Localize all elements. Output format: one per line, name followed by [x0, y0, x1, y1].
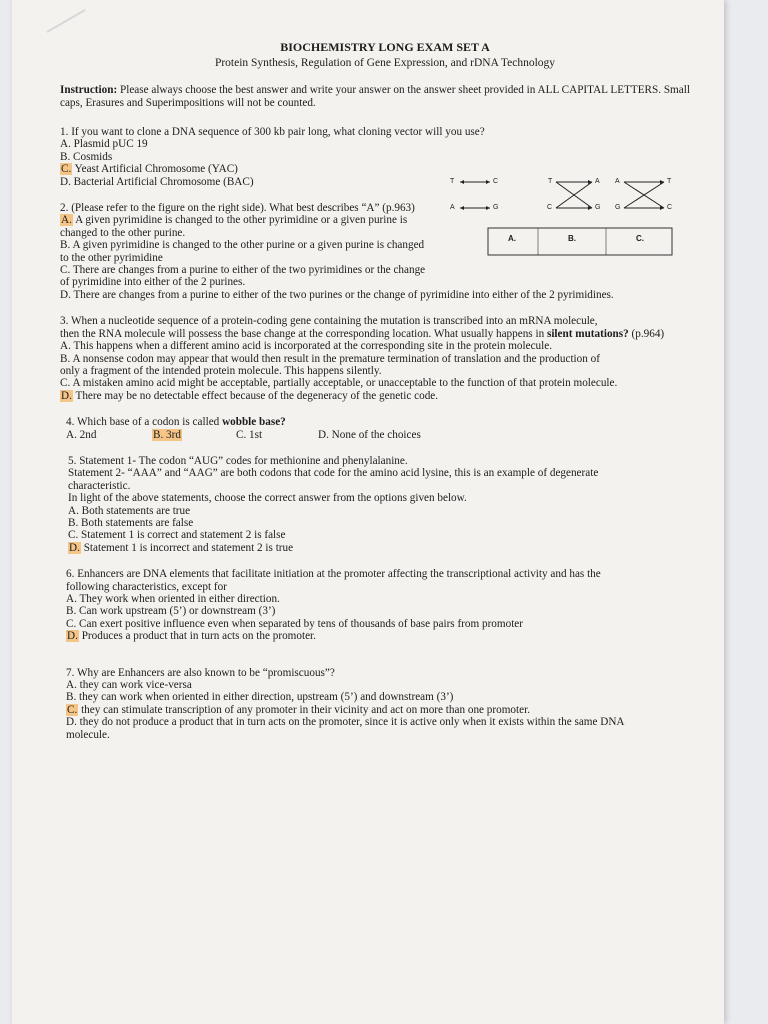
- exam-paper: [12, 0, 724, 1024]
- instruction-label: Instruction:: [60, 84, 118, 96]
- q6-stem-cont: following characteristics, except for: [66, 580, 227, 593]
- q4-option-a: A. 2nd: [66, 428, 97, 441]
- q6-option-d-text: Produces a product that in turn acts on the promoter.: [78, 630, 316, 643]
- q3-stem-bold: silent mutations?: [546, 327, 629, 340]
- question-6: [66, 568, 710, 642]
- q7-option-c-text: they can stimulate transcription of any promoter in their vicinity and act on more than one promoter.: [78, 703, 530, 716]
- q3-option-b: B. A nonsense codon may appear that would then result in the premature termination of translation and the production of: [60, 352, 600, 365]
- q1-stem: 1. If you want to clone a DNA sequence of 300 kb pair long, what cloning vector will you use?: [60, 126, 485, 138]
- fig-a-bot-left: A: [450, 204, 455, 211]
- question-3: [60, 315, 710, 402]
- q3-option-c: C. A mistaken amino acid might be acceptable, partially acceptable, or unacceptable to the function of that protein molecule.: [60, 377, 618, 390]
- q1-option-c: [60, 163, 710, 175]
- fig-b-bot-right: G: [595, 204, 601, 211]
- question-7: [66, 667, 710, 741]
- exam-content: [60, 40, 710, 741]
- q3-stem-text: then the RNA molecule will possess the base change at the corresponding location. What usually happens in: [60, 327, 547, 340]
- q2-option-b: B. A given pyrimidine is changed to the other purine or a given purine is changed: [60, 239, 425, 252]
- q4-option-c: C. 1st: [236, 428, 263, 441]
- q5-option-d: [68, 542, 710, 554]
- q3-option-b-cont: only a fragment of the intended protein molecule. This happens silently.: [60, 364, 382, 377]
- q5-option-b: B. Both statements are false: [68, 516, 194, 529]
- fig-a-bot-right: G: [493, 204, 499, 211]
- q3-stem-line1: 3. When a nucleotide sequence of a protein-coding gene containing the mutation is transcribed into an mRNA molecule,: [60, 315, 598, 328]
- q5-option-d-text: Statement 1 is incorrect and statement 2 is true: [80, 541, 294, 554]
- q2-option-a-text: A given pyrimidine is changed to the other pyrimidine or a given purine is: [72, 214, 408, 227]
- fig-a-top-right: C: [493, 178, 499, 185]
- fig-label-a: A.: [508, 234, 516, 243]
- question-5: [68, 455, 710, 554]
- exam-subtitle: Protein Synthesis, Regulation of Gene Expression, and rDNA Technology: [214, 57, 556, 69]
- fig-a-arrowhead-4: [486, 206, 490, 210]
- q5-option-c: C. Statement 1 is correct and statement 2 is false: [68, 529, 286, 542]
- q3-option-a: A. This happens when a different amino acid is incorporated at the corresponding site in the protein molecule.: [60, 340, 553, 353]
- q4-option-d: D. None of the choices: [318, 428, 421, 441]
- q5-prompt: In light of the above statements, choose the correct answer from the options given below.: [68, 492, 467, 505]
- q1-option-c-text: Yeast Artificial Chromosome (YAC): [72, 163, 238, 176]
- fig-c-bot-left: G: [615, 204, 621, 211]
- fig-a-arrowhead-1: [460, 180, 464, 184]
- q6-option-a: A. They work when oriented in either direction.: [66, 593, 280, 605]
- q5-statement-1: 5. Statement 1- The codon “AUG” codes for methionine and phenylalanine.: [68, 454, 408, 467]
- mutation-figure-drawing: [446, 176, 674, 256]
- fig-label-c: C.: [636, 234, 644, 243]
- instruction: [60, 84, 710, 110]
- q3-stem-page: (p.964): [628, 327, 665, 340]
- q7-option-c: [66, 704, 710, 716]
- fig-b-bot-left: C: [547, 204, 553, 211]
- q6-option-b: B. Can work upstream (5’) or downstream (3’): [66, 605, 276, 618]
- q4-options: [66, 429, 710, 441]
- fig-a-arrowhead-2: [486, 180, 490, 184]
- q6-option-c: C. Can exert positive influence even when separated by tens of thousands of base pairs from promoter: [66, 617, 523, 630]
- exam-title: BIOCHEMISTRY LONG EXAM SET A: [280, 40, 490, 54]
- q7-option-b: B. they can work when oriented in either direction, upstream (5’) and downstream (3’): [66, 691, 454, 704]
- q3-answer-highlight: D.: [61, 389, 72, 402]
- fig-b-top-right: A: [595, 178, 600, 185]
- instruction-text: Please always choose the best answer and write your answer on the answer sheet provided in ALL CAPITAL LETTERS. Small caps, Erasures and Superimpositions will not be counted.: [60, 84, 690, 109]
- q7-option-d: D. they do not produce a product that in turn acts on the promoter, since it is active only when it exists within the same DNA: [66, 716, 625, 729]
- q1-option-d: D. Bacterial Artificial Chromosome (BAC): [60, 175, 254, 188]
- mutation-figure: [446, 176, 674, 256]
- q4-option-b: B. 3rd: [153, 428, 181, 441]
- q2-option-c-cont: of pyrimidine into either of the 2 purines.: [60, 276, 246, 289]
- q5-statement-2: Statement 2- “AAA” and “AAG” are both codons that code for the amino acid lysine, this is an example of degenerate: [68, 467, 599, 480]
- q6-answer-highlight: D.: [67, 630, 78, 643]
- fig-c-bot-right: C: [667, 204, 673, 211]
- q1-option-b: B. Cosmids: [60, 150, 113, 163]
- q5-answer-highlight: D.: [69, 541, 80, 554]
- q5-option-a: A. Both statements are true: [68, 504, 191, 517]
- q5-statement-2-cont: characteristic.: [68, 479, 131, 492]
- q3-option-d: [60, 390, 710, 402]
- q2-option-d: D. There are changes from a purine to either of the two purines or the change of pyrimidine into either of the 2 pyrimidines.: [60, 288, 614, 301]
- question-4: [66, 416, 710, 441]
- q3-stem-line2: [60, 328, 710, 340]
- q1-answer-highlight: C.: [61, 163, 72, 176]
- q7-option-d-cont: molecule.: [66, 728, 110, 741]
- fig-b-top-left: T: [548, 178, 553, 185]
- fig-c-top-left: A: [615, 178, 620, 185]
- fig-label-b: B.: [568, 234, 576, 243]
- q2-answer-highlight: A.: [61, 214, 72, 227]
- fig-a-arrowhead-3: [460, 206, 464, 210]
- q4-stem-text: 4. Which base of a codon is called: [66, 416, 223, 429]
- q3-option-d-text: There may be no detectable effect because of the degeneracy of the genetic code.: [72, 389, 439, 402]
- q7-stem: 7. Why are Enhancers are also known to be “promiscuous”?: [66, 666, 335, 679]
- fig-a-top-left: T: [450, 178, 455, 185]
- q4-stem-bold: wobble base?: [222, 416, 286, 429]
- q7-answer-highlight: C.: [67, 703, 78, 716]
- q4-stem: [66, 416, 710, 428]
- q6-option-d: [66, 630, 710, 642]
- q2-option-c: C. There are changes from a purine to either of the two pyrimidines or the change: [60, 264, 426, 277]
- q7-option-a: A. they can work vice-versa: [66, 679, 192, 692]
- fig-c-top-right: T: [667, 178, 672, 185]
- pen-mark: [46, 9, 85, 33]
- q1-option-a: A. Plasmid pUC 19: [60, 138, 148, 151]
- q2-option-a-cont: changed to the other purine.: [60, 226, 186, 239]
- q6-stem: 6. Enhancers are DNA elements that facilitate initiation at the promoter affecting the transcriptional activity and has the: [66, 568, 601, 581]
- q2-stem: 2. (Please refer to the figure on the right side). What best describes “A” (p.963): [60, 202, 415, 215]
- q2-option-b-cont: to the other pyrimidine: [60, 251, 163, 264]
